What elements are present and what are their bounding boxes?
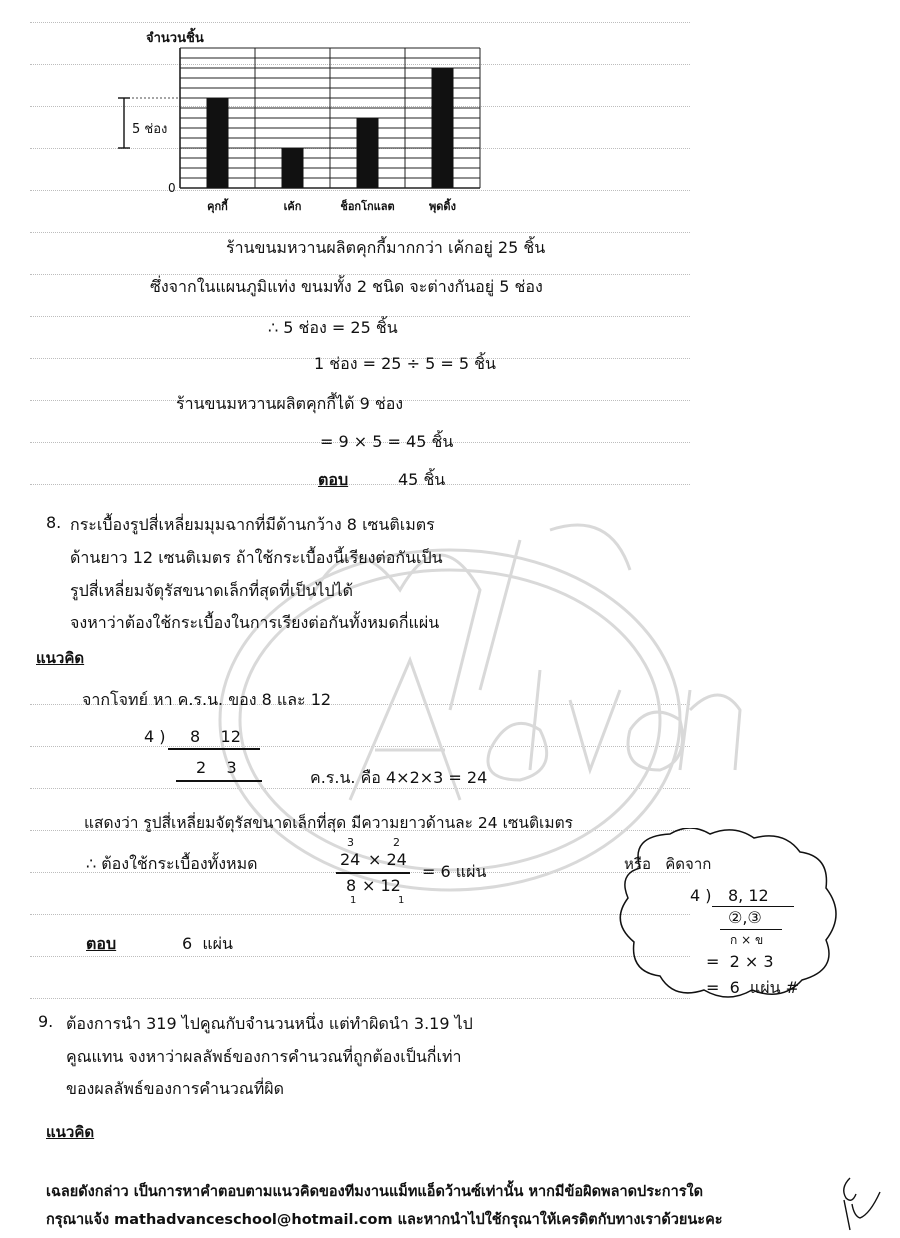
bar-2 xyxy=(282,148,304,188)
q9-number: 9. xyxy=(38,1012,54,1031)
frac-num-b: × 24 xyxy=(368,850,407,869)
bar-1 xyxy=(207,98,229,188)
solution7-line1: ร้านขนมหวานผลิตคุกกี้มากกว่า เค้กอยู่ 25 ชิ้น xyxy=(226,238,546,257)
cloud-divisor: 4 ) xyxy=(690,886,712,905)
q8-line4: จงหาว่าต้องใช้กระเบื้องในการเรียงต่อกันทั้งหมดกี่แผ่น xyxy=(70,613,440,632)
solution8-div-divisor: 4 ) xyxy=(144,727,166,746)
solution8-result: = 6 แผ่น xyxy=(422,862,487,881)
frac-num-sup-a: 3 xyxy=(347,836,354,849)
x-tick-label: คุกกี้ xyxy=(207,200,228,213)
q9-line1: ต้องการนำ 319 ไปคูณกับจำนวนหนึ่ง แต่ทำผิดนำ 3.19 ไป xyxy=(66,1014,473,1033)
y-zero-label: 0 xyxy=(168,181,176,195)
frac-den-sub-a: 1 xyxy=(350,895,357,906)
q8-line1: กระเบื้องรูปสี่เหลี่ยมมุมฉากที่มีด้านกว้าง 8 เซนติเมตร xyxy=(70,515,435,534)
cloud-eq2: = 6 แผ่น # xyxy=(706,978,800,997)
footer-line2: กรุณาแจ้ง mathadvanceschool@hotmail.com และหากนำไปใช้กรุณาให้เครดิตกับทางเราด้วยนะคะ xyxy=(46,1212,723,1228)
frac-num-a: 24 xyxy=(340,850,361,869)
frac-den-a: 8 xyxy=(346,876,357,895)
solution7-line2: ซึ่งจากในแผนภูมิแท่ง ขนมทั้ง 2 ชนิด จะต่างกันอยู่ 5 ช่อง xyxy=(150,277,543,296)
solution8-div-bottom: 2 3 xyxy=(196,758,237,777)
cloud-vars: ก × ข xyxy=(730,933,764,947)
bar-3 xyxy=(357,118,379,188)
solution8-answer-value: 6 แผ่น xyxy=(182,934,233,953)
frac-den-sub-b: 1 xyxy=(398,895,405,906)
cloud-eq1: = 2 × 3 xyxy=(706,952,774,971)
heading-approach-9: แนวคิด xyxy=(46,1123,95,1141)
solution8-lcm-line: ค.ร.น. คือ 4×2×3 = 24 xyxy=(310,768,488,787)
cloud-line1: หรือ คิดจาก xyxy=(624,855,712,873)
solution8-div-top: 8 12 xyxy=(190,727,241,746)
q8-line2: ด้านยาว 12 เซนติเมตร ถ้าใช้กระเบื้องนี้เรียงต่อกันเป็น xyxy=(70,548,443,567)
solution8-therefore: ∴ ต้องใช้กระเบื้องทั้งหมด xyxy=(86,854,258,873)
x-tick-label: เค้ก xyxy=(283,200,302,213)
x-tick-label: พุดดิ้ง xyxy=(429,200,456,213)
solution8-show-line: แสดงว่า รูปสี่เหลี่ยมจัตุรัสขนาดเล็กที่สุด มีความยาวด้านละ 24 เซนติเมตร xyxy=(84,814,573,832)
q8-line3: รูปสี่เหลี่ยมจัตุรัสขนาดเล็กที่สุดที่เป็นไปได้ xyxy=(70,581,354,600)
cloud-division-underline xyxy=(720,929,782,930)
solution7-line4: 1 ช่อง = 25 ÷ 5 = 5 ชิ้น xyxy=(314,354,496,373)
solution7-line6: = 9 × 5 = 45 ชิ้น xyxy=(320,432,454,451)
heading-approach-8: แนวคิด xyxy=(36,649,85,667)
fraction-bar xyxy=(336,872,410,874)
q8-number: 8. xyxy=(46,513,62,532)
q9-line2: คูณแทน จงหาว่าผลลัพธ์ของการคำนวณที่ถูกต้องเป็นกี่เท่า xyxy=(66,1047,462,1066)
solution7-line3: ∴ 5 ช่อง = 25 ชิ้น xyxy=(268,318,398,337)
division-underline xyxy=(176,780,262,782)
q9-line3: ของผลลัพธ์ของการคำนวณที่ผิด xyxy=(66,1079,285,1098)
frac-num-sup-b: 2 xyxy=(393,836,400,849)
bar-4 xyxy=(432,68,454,188)
division-line xyxy=(168,748,260,750)
cloud-top: 8, 12 xyxy=(728,886,769,905)
solution8-answer-label: ตอบ xyxy=(86,934,117,953)
signature xyxy=(836,1174,886,1232)
cloud-division-line xyxy=(712,906,794,907)
frac-den-b: × 12 xyxy=(362,876,401,895)
cloud-bottom: ②,③ xyxy=(728,908,762,927)
x-tick-label: ช็อกโกแลต xyxy=(340,200,395,213)
solution8-line1: จากโจทย์ หา ค.ร.น. ของ 8 และ 12 xyxy=(82,690,332,709)
footer-line1: เฉลยดังกล่าว เป็นการหาคำตอบตามแนวคิดของทีมงานแม็ทแอ็ดว้านซ์เท่านั้น หากมีข้อผิดพลาดประการใด xyxy=(46,1184,704,1200)
chart-y-label: จำนวนชิ้น xyxy=(146,31,204,46)
chart-bracket-label: 5 ช่อง xyxy=(132,122,168,137)
solution7-answer-value: 45 ชิ้น xyxy=(398,470,446,489)
solution7-answer-label: ตอบ xyxy=(318,470,349,489)
bar-chart xyxy=(110,40,510,220)
solution7-line5: ร้านขนมหวานผลิตคุกกี้ได้ 9 ช่อง xyxy=(176,394,404,413)
